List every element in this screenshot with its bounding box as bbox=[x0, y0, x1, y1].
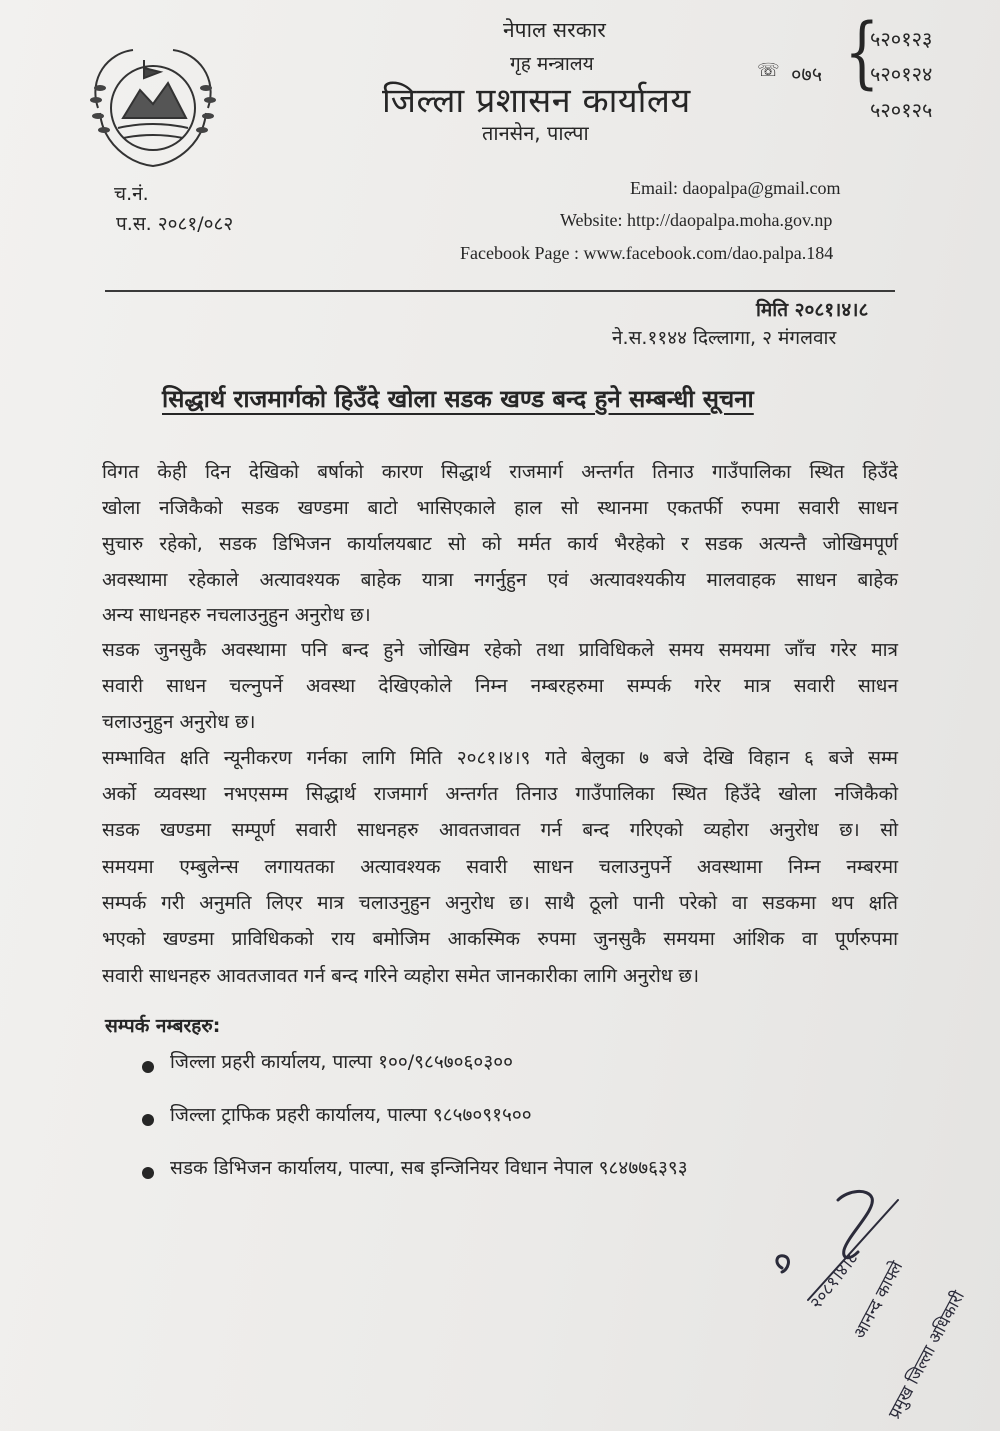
svg-text:प्रमुख जिल्ला अधिकारी: प्रमुख जिल्ला अधिकारी bbox=[884, 1287, 969, 1423]
phone-number: ५२०१२५ bbox=[870, 98, 933, 122]
body-line: सुचारु रहेको, सडक डिभिजन कार्यालयबाट सो को मर्मत कार्य भैरहेको र सडक अत्यन्तै जोखिमपूर्ण bbox=[102, 533, 898, 555]
facebook-text: Facebook Page : www.facebook.com/dao.palpa.184 bbox=[460, 243, 834, 263]
contact-list-item: जिल्ला ट्राफिक प्रहरी कार्यालय, पाल्पा ९८५७०९१५०० bbox=[170, 1104, 532, 1126]
contact-list-item: जिल्ला प्रहरी कार्यालय, पाल्पा १००/९८५७०६०३०० bbox=[170, 1051, 513, 1073]
body-line: अर्को व्यवस्था नभएसम्म सिद्धार्थ राजमार्ग अन्तर्गत तिनाउ गाउँपालिका स्थित हिउँदे खोला नजिकैको bbox=[102, 783, 898, 805]
header-location: तानसेन, पाल्पा bbox=[482, 121, 589, 145]
bullet-icon bbox=[142, 1167, 154, 1179]
phone-brace: { bbox=[844, 8, 880, 98]
svg-text:२०८१।४।८: २०८१।४।८ bbox=[806, 1248, 863, 1314]
body-line: सवारी साधन चल्नुपर्ने अवस्था देखिएकोले निम्न नम्बरहरुमा सम्पर्क गरेर मात्र सवारी साधन bbox=[102, 675, 898, 697]
header-office-name: जिल्ला प्रशासन कार्यालय bbox=[382, 81, 691, 121]
website-text: Website: http://daopalpa.moha.gov.np bbox=[560, 210, 833, 230]
body-line: अन्य साधनहरु नचलाउनुहुन अनुरोध छ। bbox=[102, 604, 371, 626]
signature-icon bbox=[768, 1180, 1000, 1430]
phone-area-code: ०७५ bbox=[791, 62, 823, 86]
body-line: अवस्थामा रहेकाले अत्यावश्यक बाहेक यात्रा नगर्नुहुन एवं अत्यावश्यकीय मालवाहक साधन बाहेक bbox=[102, 569, 898, 591]
body-line: सवारी साधनहरु आवतजावत गर्न बन्द गरिने व्यहोरा समेत जानकारीका लागि अनुरोध छ। bbox=[102, 965, 700, 987]
nepal-emblem-icon bbox=[78, 38, 228, 178]
body-line: भएको खण्डमा प्राविधिकको राय बमोजिम आकस्मिक रुपमा जुनसुकै समयमा आंशिक वा पूर्णरुपमा bbox=[102, 928, 898, 950]
letter-date: मिति २०८१।४।८ bbox=[756, 299, 869, 321]
email-text: Email: daopalpa@gmail.com bbox=[630, 178, 841, 198]
header-ministry: गृह मन्त्रालय bbox=[510, 53, 594, 75]
header-divider bbox=[105, 290, 895, 292]
header-government: नेपाल सरकार bbox=[503, 18, 606, 42]
body-line: विगत केही दिन देखिको बर्षाको कारण सिद्धार्थ राजमार्ग अन्तर्गत तिनाउ गाउँपालिका स्थित हिउँदे bbox=[102, 461, 898, 483]
body-line: सम्पर्क गरी अनुमति लिएर मात्र चलाउनुहुन अनुरोध छ। साथै ठूलो पानी परेको वा सडकमा थप क्षति bbox=[102, 892, 898, 914]
notice-title: सिद्धार्थ राजमार्गको हिउँदे खोला सडक खण्ड बन्द हुने सम्बन्धी सूचना bbox=[162, 385, 754, 413]
body-line: समयमा एम्बुलेन्स लगायतका अत्यावश्यक सवारी साधन चलाउनुपर्ने अवस्थामा निम्न नम्बरमा bbox=[102, 856, 898, 878]
nepal-sambat-date: ने.स.११४४ दिल्लागा, २ मंगलवार bbox=[612, 327, 837, 349]
body-line: खोला नजिकैको सडक खण्डमा बाटो भासिएकाले हाल सो स्थानमा एकतर्फी रुपमा सवारी साधन bbox=[102, 497, 898, 519]
phone-number: ५२०१२३ bbox=[870, 27, 933, 51]
svg-text:आनन्द काफ्ले: आनन्द काफ्ले bbox=[849, 1258, 908, 1343]
dispatch-number-label: च.नं. bbox=[114, 183, 149, 205]
bullet-icon bbox=[142, 1114, 154, 1126]
contact-list-item: सडक डिभिजन कार्यालय, पाल्पा, सब इन्जिनियर विधान नेपाल ९८४७७६३९३ bbox=[170, 1157, 688, 1179]
letter-reference: प.स. २०८१/०८२ bbox=[116, 213, 234, 235]
contacts-heading: सम्पर्क नम्बरहरु: bbox=[105, 1015, 221, 1037]
body-line: सम्भावित क्षति न्यूनीकरण गर्नका लागि मिति २०८१।४।९ गते बेलुका ७ बजे देखि विहान ६ बजे सम्म bbox=[102, 747, 898, 769]
bullet-icon bbox=[142, 1061, 154, 1073]
body-line: सडक जुनसुकै अवस्थामा पनि बन्द हुने जोखिम रहेको तथा प्राविधिकले समय समयमा जाँच गरेर मात्र bbox=[102, 639, 898, 661]
body-line: चलाउनुहुन अनुरोध छ। bbox=[102, 711, 256, 733]
telephone-icon: ☏ bbox=[757, 60, 780, 81]
body-line: सडक खण्डमा सम्पूर्ण सवारी साधनहरु आवतजावत गर्न बन्द गरिएको व्यहोरा अनुरोध छ। सो bbox=[102, 819, 898, 841]
phone-number: ५२०१२४ bbox=[870, 62, 933, 86]
